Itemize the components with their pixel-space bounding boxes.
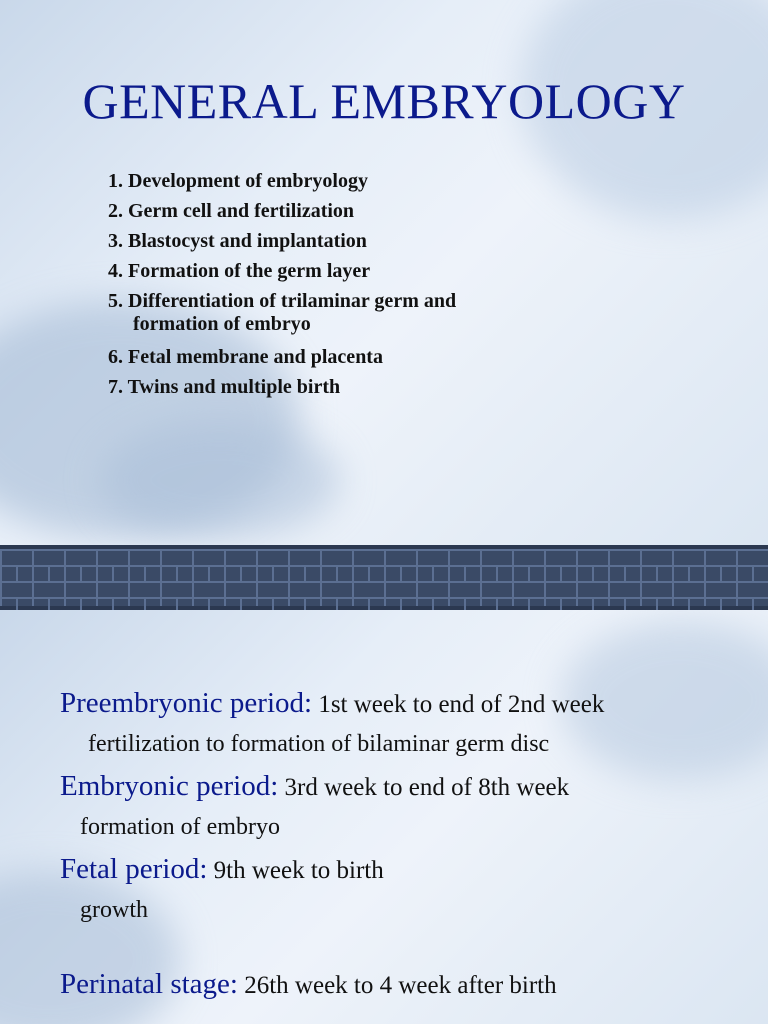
list-item-text: 7. Twins and multiple birth (108, 376, 341, 398)
period-range: 26th week to 4 week after birth (237, 972, 557, 999)
brick-divider (0, 545, 768, 610)
period-description: fertilization to formation of bilaminar germ disc (88, 731, 550, 757)
list-item (108, 260, 456, 283)
list-item (108, 290, 456, 336)
period-name: Embryonic period: (60, 770, 279, 802)
slide-title: GENERAL EMBRYOLOGY (82, 73, 686, 129)
topic-list (108, 170, 456, 406)
period-name: Fetal period: (60, 853, 208, 885)
list-item (108, 230, 456, 253)
list-item-text: 2. Germ cell and fertilization (108, 200, 355, 222)
period-heading (60, 771, 760, 806)
period-range: 3rd week to end of 8th week (278, 774, 570, 801)
period-heading (60, 854, 760, 889)
list-item-continuation: formation of embryo (133, 313, 311, 335)
period-description: formation of embryo (80, 814, 280, 840)
slide-2 (0, 610, 768, 1024)
period-list (60, 688, 760, 1004)
period-heading (60, 969, 760, 1004)
period-range: 9th week to birth (207, 857, 384, 884)
period-name: Preembryonic period: (60, 687, 313, 719)
list-item (108, 200, 456, 223)
list-item-text: 6. Fetal membrane and placenta (108, 346, 383, 368)
period-range: 1st week to end of 2nd week (312, 691, 605, 718)
brick-row (16, 565, 768, 581)
list-item-text: 3. Blastocyst and implantation (108, 230, 367, 252)
background-watermark (100, 420, 340, 540)
period-description: growth (80, 897, 148, 923)
list-item (108, 346, 456, 369)
list-item-text: 1. Development of embryology (108, 170, 368, 192)
list-item (108, 376, 456, 399)
list-item (108, 170, 456, 193)
list-item-text: 5. Differentiation of trilaminar germ and (108, 290, 457, 312)
period-heading (60, 688, 760, 723)
period-name: Perinatal stage: (60, 968, 238, 1000)
list-item-text: 4. Formation of the germ layer (108, 260, 371, 282)
